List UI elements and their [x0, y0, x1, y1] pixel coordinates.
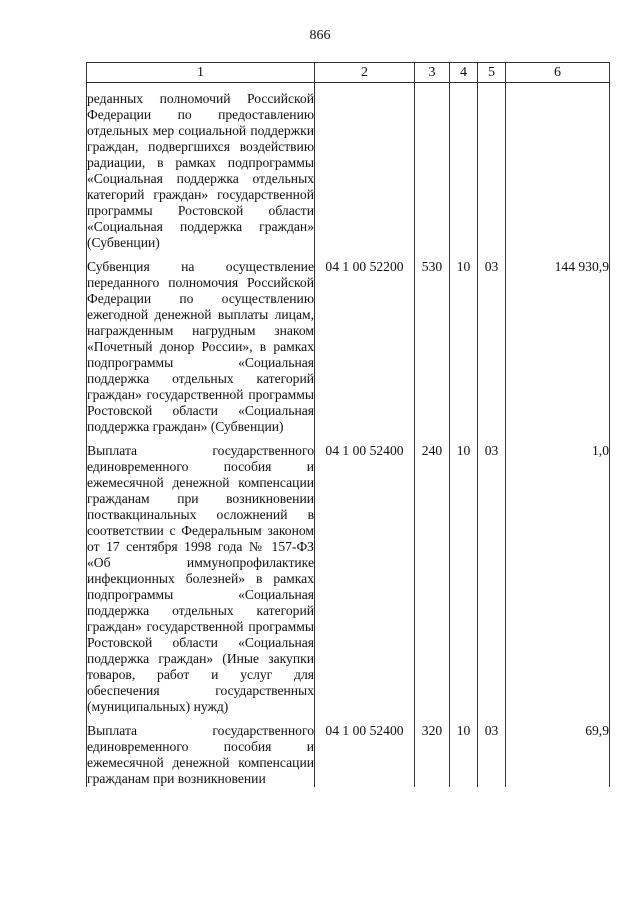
expense-type-code: 530: [415, 259, 450, 435]
column-header-6: 6: [506, 63, 610, 83]
subsection-code: 03: [478, 443, 506, 715]
target-article-code: 04 1 00 52200: [315, 259, 415, 435]
section-code: 10: [450, 723, 478, 787]
table-row: [87, 723, 610, 787]
target-article-code: 04 1 00 52400: [315, 443, 415, 715]
subsection-code: 03: [478, 723, 506, 787]
column-header-3: 3: [415, 63, 450, 83]
expense-type-code: 320: [415, 723, 450, 787]
expense-type-code: 240: [415, 443, 450, 715]
table-row: [87, 91, 610, 251]
table-row: [87, 259, 610, 435]
amount: 144 930,9: [506, 259, 610, 435]
subsection-code: 03: [478, 259, 506, 435]
target-article-code: [315, 91, 415, 251]
table-row: [87, 443, 610, 715]
row-description: Выплата государственного единовременного пособия и ежемесячной денежной компенсации гражданам при возникновении поствакцинальных осложнений в соответствии с Федеральным законом от 17 сентября 1998 года № 157-ФЗ «Об иммунопрофилактике инфекционных болезней» в рамках подпрограммы «Социальная поддержка отдельных категорий граждан» государственной программы Ростовской области «Социальная поддержка граждан» (Иные закупки товаров, работ и услуг для обеспечения государственных (муниципальных) нужд): [87, 443, 314, 714]
budget-table: [86, 62, 610, 787]
header-row: [87, 63, 610, 83]
expense-type-code: [415, 91, 450, 251]
target-article-code: 04 1 00 52400: [315, 723, 415, 787]
column-header-1: 1: [87, 63, 315, 83]
section-code: 10: [450, 443, 478, 715]
column-header-2: 2: [315, 63, 415, 83]
subsection-code: [478, 91, 506, 251]
section-code: [450, 91, 478, 251]
amount: 1,0: [506, 443, 610, 715]
column-header-5: 5: [478, 63, 506, 83]
row-description: Субвенция на осуществление переданного полномочия Российской Федерации по осуществлению ежегодной денежной выплаты лицам, награжденным нагрудным знаком «Почетный донор России», в рамках подпрограммы «Социальная поддержка отдельных категорий граждан» государственной программы Ростовской области «Социальная поддержка граждан» (Субвенции): [87, 259, 314, 434]
row-description: Выплата государственного единовременного пособия и ежемесячной денежной компенсации гражданам при возникновении: [87, 723, 314, 786]
row-description: реданных полномочий Российской Федерации по предоставлению отдельных мер социальной поддержки граждан, подвергшихся воздействию радиации, в рамках подпрограммы «Социальная поддержка отдельных категорий граждан» государственной программы Ростовской области «Социальная поддержка граждан» (Субвенции): [87, 91, 314, 250]
section-code: 10: [450, 259, 478, 435]
amount: [506, 91, 610, 251]
column-header-4: 4: [450, 63, 478, 83]
amount: 69,9: [506, 723, 610, 787]
page-number: 866: [309, 28, 331, 43]
